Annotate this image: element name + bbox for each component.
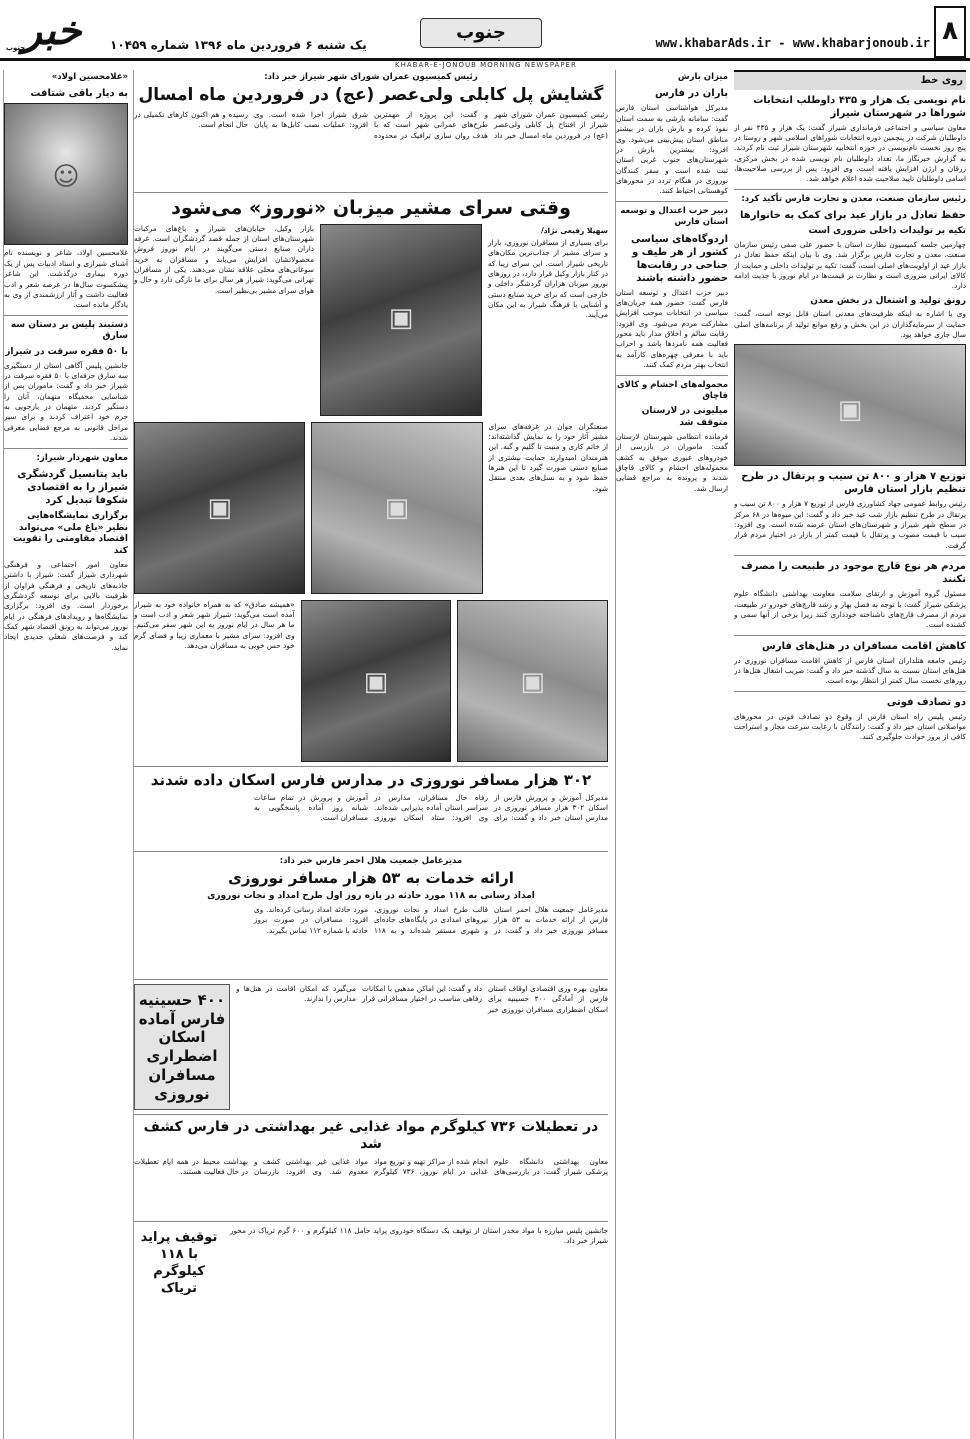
- lead-headline: گشایش پل کابلی ولی‌عصر (عج) در فروردین ماه امسال: [138, 85, 604, 106]
- poet-portrait: [4, 103, 128, 245]
- headline: ۳۰۲ هزار مسافر نوروزی در مدارس فارس اسکان داده شدند: [150, 770, 592, 789]
- kicker: معاون شهردار شیراز:: [36, 452, 128, 463]
- second-news-column: [615, 70, 728, 1439]
- article-body: برای بسیاری از مسافران نوروزی، بازار و سرای مشیر از جذاب‌ترین مکان‌های تاریخی شیراز است. این سرای زیبا که در کنار بازار وکیل قرار دارد، در روزهای نوروز میزبان هزاران گردشگر داخلی و خارجی است که برای خرید صنایع دستی و آشنایی با فرهنگ شیراز به این مکان می‌آیند.: [488, 237, 608, 320]
- divider: [734, 691, 966, 692]
- feature-photo-row: [134, 422, 608, 594]
- divider: [134, 192, 608, 193]
- right-news-column: [734, 70, 966, 1439]
- article-body: مدیرکل آموزش و پرورش فارس از اسکان ۳۰۲ هزار مسافر نوروزی در مدارس استان خبر داد و گفت: برای رفاه حال مسافران، مدارس در سراسر استان آماده پذیرایی شده‌اند. وی افزود: ستاد اسکان نوروزی آموزش و پرورش در تمام ساعات شبانه روز آماده پاسخگویی به مسافران است.: [254, 792, 608, 823]
- article-body: رئیس جامعه هتلداران استان فارس از کاهش اقامت مسافران نوروزی در هتل‌های استان نسبت به سال گذشته خبر داد و گفت: ضریب اشغال هتل‌ها در روزهای نخست سال کمتر از انتظار بوده است.: [734, 655, 966, 686]
- subheadline: امداد رسانی به ۱۱۸ مورد حادثه در بازه روز اول طرح امداد و نجات نوروزی: [207, 891, 535, 902]
- divider: [734, 635, 966, 636]
- subheadline: رونق تولید و اشتغال در بخش معدن: [810, 295, 966, 306]
- headline: باران در فارس: [655, 88, 728, 100]
- subheadline: با ۵۰ فقره سرقت در شیراز: [5, 347, 128, 357]
- divider: [134, 1221, 608, 1222]
- divider: [734, 555, 966, 556]
- fruit-photo: [734, 344, 966, 466]
- section-title: جنوب: [420, 18, 542, 48]
- family-photo: [301, 600, 452, 762]
- article-body: چهارمین جلسه کمیسیون نظارت استان با حضور علی صفی رئیس سازمان صنعت، معدن و تجارت فارس برگزار شد. وی با بیان اینکه حفظ تعادل در بازار عید از اولویت‌های اصلی است، گفت: تکیه بر تولیدات داخلی و حمایت از کالای ایرانی ضروری است و نظارت بر قیمت‌ها در ایام نوروز با جدیت ادامه دارد.: [734, 239, 966, 291]
- divider: [134, 851, 608, 852]
- website-url: www.khabarAds.ir - www.khabarjonoub.ir: [655, 36, 930, 50]
- article-body: «همیشه صادق» که به همراه خانواده خود به شیراز آمده است می‌گوید: شیراز شهر شعر و ادب است و ما هر سال در ایام نوروز به این شهر سفر می‌کنیم. وی افزود: سرای مشیر با معماری زیبا و فضای گرم خود حس خوبی به مسافران می‌دهد.: [134, 599, 295, 651]
- image-icon: ▣: [363, 666, 389, 697]
- page-number: ۸: [934, 6, 966, 58]
- left-news-column: [3, 70, 128, 1439]
- headline: مردم هر نوع قارچ موجود در طبیعت را مصرف نکنند: [741, 561, 966, 586]
- feature-photo-row-2: [134, 600, 608, 762]
- article-body: معاون سیاسی و اجتماعی فرمانداری شیراز گفت: یک هزار و ۴۳۵ نفر از داوطلبان شرکت در پنجمین دوره انتخابات شوراهای اسلامی شهر و روستا در پنج روز نخست نام‌نویسی در حوزه انتخابیه شهرستان شیراز ثبت نام کردند. به گزارش خبرنگار ما، تعداد داوطلبان نام نویسی شده در بخش مرکزی، زرقان و ارژن افزایش یافته است. وی افزود: پس از بررسی صلاحیت‌ها، اسامی داوطلبان تایید صلاحیت شده اعلام خواهد شد.: [734, 122, 966, 184]
- article-body: غلامحسین اولاد، شاعر و نویسنده نام آشنای شیرازی و استاد ادبیات پس از یک دوره بیماری درگذشت. این شاعر پیشکسوت سال‌ها در عرصه شعر و ادب فعالیت داشت و آثار ارزشمندی از وی به یادگار مانده است.: [4, 248, 128, 310]
- image-icon: ▣: [384, 492, 410, 523]
- subheadline: تکیه بر تولیدات داخلی ضروری است: [808, 226, 966, 237]
- article-body: جانشین پلیس آگاهی استان از دستگیری سه سارق حرفه‌ای با ۵۰ فقره سرقت در شیراز خبر داد و گفت: ماموران پس از شناسایی مخفیگاه متهمان، آنان را دستگیر کردند. متهمان در بازجویی به جرم خود اعتراف کردند و برای سیر مراحل قانونی به مرجع قضایی معرفی شدند.: [4, 360, 128, 443]
- article-body: جانشین پلیس مبارزه با مواد مخدر استان از توقیف یک دستگاه خودروی پراید حامل ۱۱۸ کیلوگرم و ۶۰۰ گرم تریاک در محور شیراز خبر داد.: [230, 1225, 608, 1246]
- kicker: محموله‌های احشام و کالای قاچاق: [616, 379, 728, 401]
- center-news-area: [133, 70, 608, 1439]
- headline: توقیف پراید با ۱۱۸ کیلوگرم تریاک: [140, 1229, 218, 1296]
- feature-text-column-3: [489, 422, 608, 594]
- headline: توزیع ۷ هزار و ۸۰۰ تن سیب و پرتقال در طرح تنظیم بازار استان فارس: [741, 471, 966, 496]
- article-body: فرمانده انتظامی شهرستان لارستان گفت: ماموران در بازرسی از خودروهای عبوری موفق به کشف محموله‌های احشام و کالای قاچاق شدند و پرونده به مراجع قضایی ارسال شد.: [616, 431, 728, 493]
- divider: [134, 1114, 608, 1115]
- divider: [134, 766, 608, 767]
- visitors-photo: [311, 422, 482, 594]
- logo-subtitle: جنوب: [6, 44, 26, 52]
- headline: در تعطیلات ۷۳۶ کیلوگرم مواد غذایی غیر بهداشتی در فارس کشف شد: [143, 1119, 599, 1153]
- english-tagline: KHABAR-E-JONOUB MORNING NEWSPAPER: [395, 61, 577, 69]
- headline: میلیونی در لارستان متوقف شد: [641, 406, 728, 429]
- image-icon: ▣: [207, 492, 232, 523]
- headline: به دیار باقی شتافت: [30, 88, 128, 100]
- article-body: رئیس روابط عمومی جهاد کشاورزی فارس از توزیع ۷ هزار و ۸۰۰ تن سیب و پرتقال در طرح تنظیم بازار شب عید خبر داد و گفت: این میوه‌ها در ۶۸ مرکز در سطح شهر شیراز و شهرستان‌های استان عرضه شده است. وی افزود: سیب با قیمت مصوب و پرتقال با قیمت کمتر از بازار در اختیار مردم قرار گرفت.: [734, 499, 966, 550]
- byline: سهیلا رفیعی نژاد/: [540, 225, 608, 235]
- divider: [734, 189, 966, 190]
- headline: دو تصادف فوتی: [886, 696, 966, 708]
- feature-headline: وقتی سرای مشیر میزبان «نوروز» می‌شود: [171, 196, 571, 219]
- headline: کاهش اقامت مسافران در هتل‌های فارس: [762, 640, 966, 652]
- headline: اردوگاه‌های سیاسی کشور از هر طیف و جناحی در رقابت‌ها حضور داشته باشند: [631, 233, 728, 284]
- divider: [616, 375, 728, 376]
- image-icon: ▣: [520, 666, 545, 697]
- article-body: مدیرعامل جمعیت هلال احمر استان فارس از ارائه خدمات به ۵۳ هزار مسافر نوروزی خبر داد و گفت: در قالب طرح امداد و نجات نوروزی، نیروهای امدادی در پایگاه‌های جاده‌ای و شهری مستقر شده‌اند و به ۱۱۸ مورد حادثه امداد رسانی کرده‌اند. وی افزود: مسافران در صورت بروز حادثه با شماره ۱۱۲ تماس بگیرند.: [254, 904, 608, 935]
- feature-text-column: [488, 224, 608, 416]
- divider: [4, 448, 128, 449]
- article-body: وی با اشاره به اینکه ظرفیت‌های معدنی استان قابل توجه است، گفت: حمایت از سرمایه‌گذاران در این بخش و رفع موانع تولید از برنامه‌های اصلی سال جاری خواهد بود.: [734, 309, 966, 340]
- kicker: رئیس سازمان صنعت، معدن و تجارت فارس تأکید کرد:: [741, 193, 966, 204]
- feature-text-column-2: [134, 224, 314, 416]
- article-body: مدیرکل هواشناسی استان فارس گفت: سامانه بارشی به سمت استان نفوذ کرده و بارش باران در بیشتر مناطق استان پیش‌بینی می‌شود. وی افزود: بیشترین بارش در شهرستان‌های جنوب غربی استان ثبت شده است و سفر کنندگان نوروزی در هنگام تردد در محورهای کوهستانی احتیاط کنند.: [616, 103, 728, 196]
- opium-story: [134, 1226, 608, 1301]
- subheadline: برگزاری نمایشگاه‌هایی نظیر «باغ ملی» می‌تواند اقتصاد مقاومتی را تقویت کند: [13, 511, 128, 557]
- handicraft-photo: [457, 600, 608, 762]
- bazaar-photo: [320, 224, 482, 416]
- shrine-story: [134, 984, 608, 1111]
- divider: [616, 201, 728, 202]
- article-body: بازار وکیل، خیابان‌های شیراز و باغ‌های مرکبات شهرستان‌های استان از جمله قصد گردشگران است. غرفه داران صنایع دستی می‌گویند در ایام نوروز فروش محصولاتشان افزایش می‌یابد و مسافران به خرید سوغاتی‌های محلی علاقه نشان می‌دهند. یکی از مسافران تهرانی می‌گوید: شیراز هر سال برای ما تازگی دارد و حال و هوای سرای مشیر بی‌نظیر است.: [134, 223, 314, 295]
- divider: [134, 979, 608, 980]
- headline: ارائه خدمات به ۵۳ هزار مسافر نوروزی: [228, 869, 514, 888]
- kicker: رئیس کمیسیون عمران شورای شهر شیراز خبر داد:: [264, 72, 478, 82]
- kicker: میزان بارش: [677, 72, 728, 82]
- person-icon: ☺: [52, 162, 80, 193]
- headline: باید پتانسیل گردشگری شیراز را به اقتصادی شکوفا تبدیل کرد: [17, 469, 128, 507]
- article-body: مسئول گروه آموزش و ارتقای سلامت معاونت بهداشتی دانشگاه علوم پزشکی شیراز گفت: با توجه به فصل بهار و رشد قارچ‌های خودرو در طبیعت، مردم از مصرف قارچ‌های ناشناخته خودداری کنند زیرا برخی از آنها سمی و کشنده است.: [734, 589, 966, 630]
- masthead: [0, 0, 970, 70]
- kicker: دبیر حزب اعتدال و توسعه استان فارس: [620, 205, 728, 228]
- article-body: دبیر حزب اعتدال و توسعه استان فارس گفت: حضور همه جریان‌های سیاسی در انتخابات موجب افزایش مشارکت مردم می‌شود. وی افزود: رقابت سالم و اخلاق مدار باید محور فعالیت همه نامزدها باشد و احزاب باید با معرفی چهره‌های کارآمد به انتخاب بهتر مردم کمک کنند.: [616, 287, 728, 370]
- article-body: معاون بهره وری اقتصادی اوقاف استان فارس از آمادگی ۴۰۰ حسینیه برای اسکان اضطراری مسافران نوروزی خبر داد و گفت: این اماکن مذهبی با امکانات رفاهی مناسب در اختیار مسافرانی قرار می‌گیرد که امکان اقامت در هتل‌ها و مدارس را ندارند.: [236, 983, 608, 1014]
- article-body: معاون امور اجتماعی و فرهنگی شهرداری شیراز گفت: شیراز با داشتن جاذبه‌های تاریخی و فرهنگی فراوان از ظرفیت بالایی برای توسعه گردشگری برخوردار است. وی افزود: برگزاری نمایشگاه‌ها و رویدادهای فرهنگی در ایام نوروز می‌تواند به رونق اقتصاد شهر کمک کند و فرصت‌های شغلی جدیدی ایجاد نماید.: [4, 559, 128, 652]
- headline: دستبند پلیس بر دستان سه سارق: [10, 319, 128, 342]
- headline: ۴۰۰ حسینیه فارس آماده اسکان اضطراری مسافران نوروزی: [134, 984, 230, 1111]
- divider: [4, 315, 128, 316]
- article-body: رئیس کمیسیون عمران شورای شهر شیراز از افتتاح پل کابلی ولی‌عصر (عج) در فروردین ماه امسال خبر داد و گفت: این پروژه از مهمترین طرح‌های عمرانی شهر است که با هدف روان سازی ترافیک در محدوده شرق شیراز اجرا شده است. وی افزود: عملیات نصب کابل‌ها به پایان رسیده و هم اکنون کارهای تکمیلی در حال انجام است.: [134, 109, 608, 140]
- headline: نام نویسی یک هزار و ۴۳۵ داوطلب انتخابات شوراها در شهرستان شیراز: [753, 94, 966, 119]
- article-body: معاون بهداشتی دانشگاه علوم پزشکی شیراز گفت: در بازرسی‌های انجام شده از مراکز تهیه و توزیع مواد غذایی در ایام نوروز، ۷۳۶ کیلوگرم مواد غذایی غیر بهداشتی کشف و معدوم شد. وی افزود: بازرسان بهداشت محیط در همه ایام تعطیلات در حال فعالیت هستند.: [134, 1156, 608, 1177]
- shoppers-photo: [134, 422, 305, 594]
- image-icon: ▣: [837, 395, 863, 426]
- column-box-title: روی خط: [734, 70, 966, 90]
- feature-top-row: [134, 224, 608, 416]
- feature-text-column-4: [134, 600, 295, 762]
- article-body: رئیس پلیس راه استان فارس از وقوع دو تصادف فوتی در محورهای مواصلاتی استان خبر داد و گفت: رانندگان با رعایت سرعت مجاز و استراحت کافی از بروز حوادث جلوگیری کنند.: [734, 711, 966, 742]
- newspaper-logo: خبر: [22, 7, 82, 54]
- image-icon: ▣: [388, 302, 414, 333]
- kicker: «غلامحسین اولاد»: [51, 72, 128, 82]
- headline: حفظ تعادل در بازار عید برای کمک به خانوارها: [740, 210, 966, 222]
- kicker: مدیرعامل جمعیت هلال احمر فارس خبر داد:: [279, 855, 463, 866]
- dateline: یک شنبه ۶ فروردین ماه ۱۳۹۶ شماره ۱۰۴۵۹: [110, 38, 367, 52]
- article-body: صنعتگران جوان در غرفه‌های سرای مشیر آثار خود را به نمایش گذاشته‌اند؛ از خاتم کاری و منبت تا گلیم و گبه. این هنرمندان امیدوارند حمایت بیشتری از صنایع دستی صورت گیرد تا این هنرها حفظ شود و به نسل‌های بعدی منتقل شود.: [488, 421, 608, 493]
